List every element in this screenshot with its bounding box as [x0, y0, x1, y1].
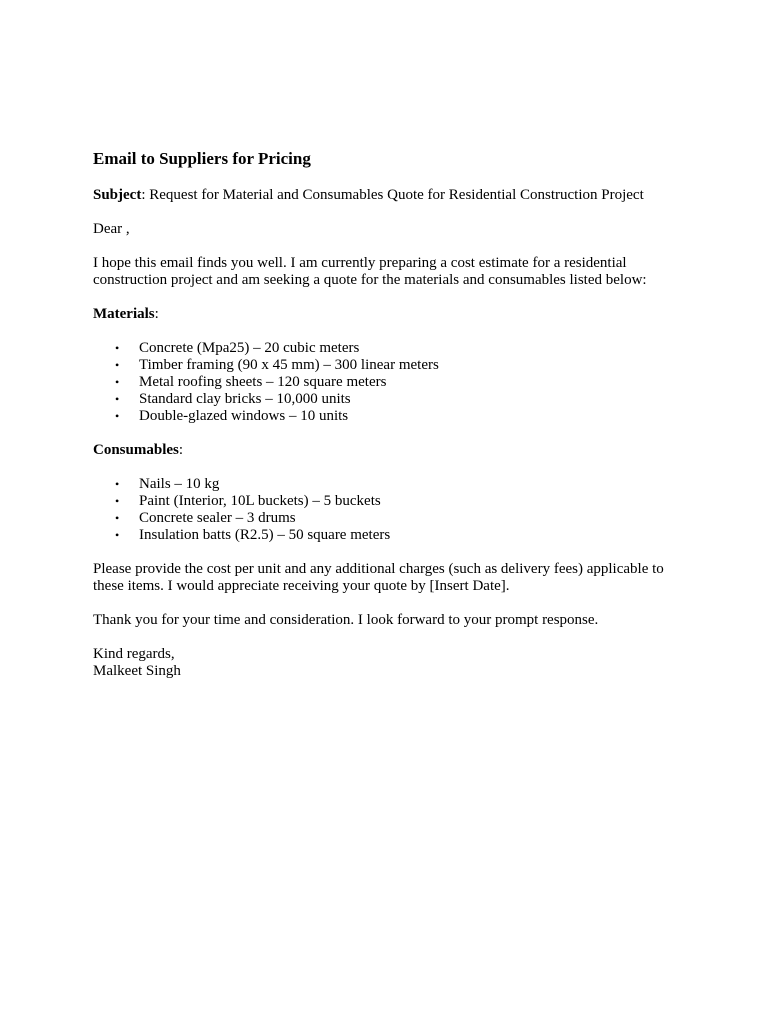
bullet-icon: • [115, 409, 120, 423]
bullet-icon: • [115, 528, 120, 542]
materials-heading-colon: : [154, 306, 159, 322]
list-item [93, 493, 683, 510]
subject-text: Request for Material and Consumables Quote for Residential Construction Project [145, 187, 644, 203]
list-item [93, 357, 683, 374]
request-paragraph: Please provide the cost per unit and any additional charges (such as delivery fees) applicable to these items. I would appreciate receiving your quote by [Insert Date]. [93, 561, 664, 594]
list-item-text: Insulation batts (R2.5) – 50 square meters [139, 527, 391, 543]
materials-heading [93, 306, 683, 323]
consumables-heading-label: Consumables [93, 442, 179, 458]
bullet-icon: • [115, 477, 120, 491]
bullet-icon: • [115, 341, 120, 355]
list-item-text: Metal roofing sheets – 120 square meters [139, 374, 387, 390]
list-item-text: Timber framing (90 x 45 mm) – 300 linear meters [139, 357, 439, 373]
consumables-heading-colon: : [178, 442, 184, 458]
list-item-text: Concrete sealer – 3 drums [139, 510, 296, 526]
list-item [93, 340, 683, 357]
intro-paragraph: I hope this email finds you well. I am currently preparing a cost estimate for a residential construction project and am seeking a quote for the materials and consumables listed below: [93, 255, 647, 288]
document-title: Email to Suppliers for Pricing [93, 149, 311, 168]
thanks-paragraph: Thank you for your time and consideration. I look forward to your prompt response. [93, 612, 599, 628]
list-item-text: Standard clay bricks – 10,000 units [139, 391, 351, 407]
subject-line [93, 187, 683, 204]
list-item-text: Concrete (Mpa25) – 20 cubic meters [139, 340, 360, 356]
subject-separator: : [141, 187, 146, 203]
signoff: Kind regards, [93, 646, 175, 662]
bullet-icon: • [115, 392, 120, 406]
list-item-text: Paint (Interior, 10L buckets) – 5 buckets [139, 493, 381, 509]
bullet-icon: • [115, 494, 120, 508]
list-item [93, 408, 683, 425]
email-document [93, 148, 683, 680]
signature: Malkeet Singh [93, 663, 181, 679]
list-item [93, 391, 683, 408]
list-item [93, 374, 683, 391]
bullet-icon: • [115, 358, 120, 372]
bullet-icon: • [115, 511, 120, 525]
consumables-heading [93, 442, 683, 459]
list-item [93, 510, 683, 527]
consumables-list [93, 476, 683, 544]
materials-heading-label: Materials [93, 306, 155, 322]
list-item [93, 527, 683, 544]
list-item-text: Nails – 10 kg [139, 476, 220, 492]
materials-list [93, 340, 683, 425]
bullet-icon: • [115, 375, 120, 389]
subject-label: Subject [93, 187, 142, 203]
greeting: Dear , [93, 221, 130, 237]
list-item [93, 476, 683, 493]
list-item-text: Double-glazed windows – 10 units [139, 408, 349, 424]
